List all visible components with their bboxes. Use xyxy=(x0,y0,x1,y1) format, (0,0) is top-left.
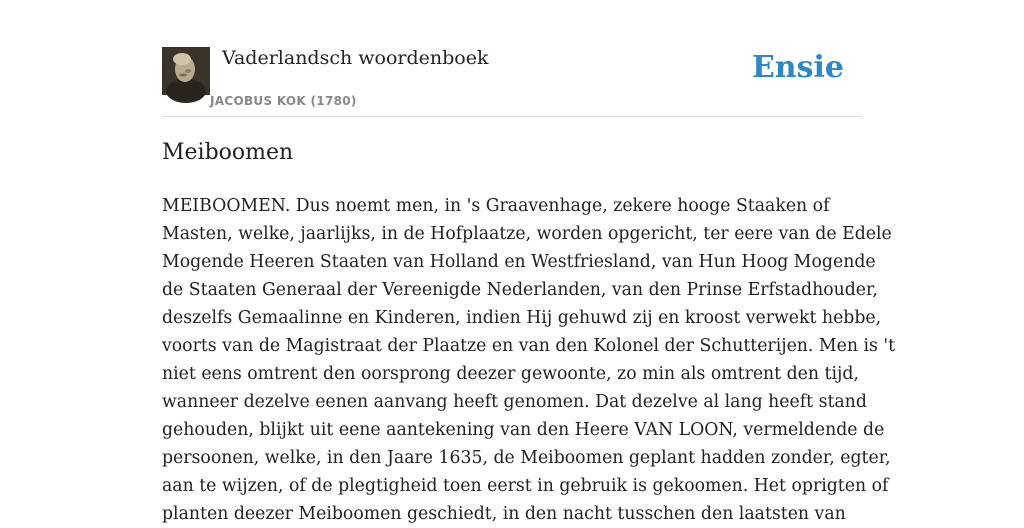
entry-title: Meiboomen xyxy=(162,140,294,165)
book-header xyxy=(162,44,862,117)
entry-line: aan te wijzen, of de plegtigheid toen eerst in gebruik is gekoomen. Het oprigten of xyxy=(162,476,889,496)
entry-line: niet eens omtrent den oorsprong deezer gewoonte, zo min als omtrent den tijd, xyxy=(162,364,859,384)
entry-body xyxy=(162,192,896,528)
entry-line: Mogende Heeren Staaten van Holland en Westfriesland, van Hun Hoog Mogende xyxy=(162,252,876,272)
entry-line: MEIBOOMEN. Dus noemt men, in 's Graavenhage, zekere hooge Staaken of xyxy=(162,196,830,216)
entry-line: wanneer dezelve eenen aanvang heeft genomen. Dat dezelve al lang heeft stand xyxy=(162,392,867,412)
entry-line: persoonen, welke, in den Jaare 1635, de Meiboomen geplant hadden zonder, egter, xyxy=(162,448,891,468)
entry-line: Masten, welke, jaarlijks, in de Hofplaatze, worden opgericht, ter eere van de Edele xyxy=(162,224,892,244)
entry-line: deszelfs Gemaalinne en Kinderen, indien Hij gehuwd zij en kroost verwekt hebbe, xyxy=(162,308,882,328)
book-author: JACOBUS KOK (1780) xyxy=(210,94,357,108)
entry-line: voorts van de Magistraat der Plaatze en van den Kolonel der Schutterijen. Men is 't xyxy=(162,336,896,356)
ensie-logo[interactable]: Ensie xyxy=(751,50,844,85)
book-title[interactable]: Vaderlandsch woordenboek xyxy=(222,47,489,69)
entry-line: gehouden, blijkt uit eene aantekening van den Heere VAN LOON, vermeldende de xyxy=(162,420,885,440)
entry-line: de Staaten Generaal der Vereenigde Nederlanden, van den Prinse Erfstadhouder, xyxy=(162,280,878,300)
entry-line: planten deezer Meiboomen geschiedt, in den nacht tusschen den laatsten van xyxy=(162,504,846,524)
portrait-avatar-icon[interactable] xyxy=(162,47,210,95)
